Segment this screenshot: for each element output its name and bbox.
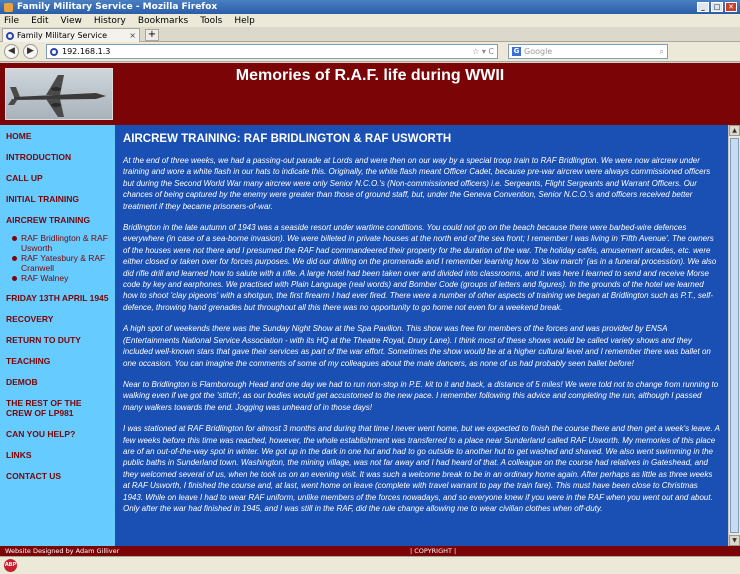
site-favicon-icon [6,32,14,40]
nav-friday-13th-april-1945[interactable]: FRIDAY 13TH APRIL 1945 [6,293,109,303]
nav-return-to-duty[interactable]: RETURN TO DUTY [6,335,81,345]
site-header [0,63,740,119]
minimize-button[interactable]: _ [697,2,709,12]
window-titlebar [0,0,740,14]
nav-aircrew-training[interactable]: AIRCREW TRAINING [6,215,91,225]
bookmark-star-icon[interactable]: ☆ ▾ C [472,47,494,56]
tab-family-military-service[interactable] [2,28,140,42]
paragraph: I was stationed at RAF Bridlington for almost 3 months and during that time I never went home, but we expected to finish the course there and then get a week's leave. A few weeks before this time was reached, however, the whole establishment was transferred to a place near Sunderland called RAF Usworth. My memories of this place are of an out-of-the-way spot in winter. We got up in the dark in one hut and had to go outside to another hut to get washed and shaved. We also went swimming in the public baths in Sunderland town. Washington, the mining village, was not far away and I had heard of that. A colleague on the course had relatives in Gateshead, and they welcomed several of us, when he took us on an evening visit. It was such a welcome break to be in an ordinary home again. After perhaps as little as three weeks at RAF Usworth, I finished the course and, at last, went home on leave (complete with travel warrant to pay the train fare). This must have been close to Christmas 1943. While on leave I had to wear RAF uniform, unlike members of the forces nowadays, and so everyone knew if you were in the RAF when you went out and about. Only after the war had finished in 1945, and I was still in the RAF, did the rule change allowing me to wear civilian clothes when off-duty. [123,424,720,513]
menu-bar [0,14,740,27]
search-box[interactable] [508,44,668,59]
nav-links[interactable]: LINKS [6,450,32,460]
window-title: Family Military Service - Mozilla Firefox [17,2,218,12]
menu-file[interactable]: File [4,15,20,26]
back-button[interactable]: ◀ [4,44,19,59]
firefox-icon [4,3,13,12]
menu-tools[interactable]: Tools [200,15,223,26]
subnav-item[interactable]: RAF Walney [12,273,109,283]
status-bar [0,556,740,574]
web-page [0,63,740,556]
menu-edit[interactable]: Edit [31,15,49,26]
tab-bar [0,27,740,42]
menu-bookmarks[interactable]: Bookmarks [137,15,189,26]
bomber-aircraft-image [5,68,113,120]
nav-contact-us[interactable]: CONTACT US [6,471,62,481]
adblock-icon[interactable]: ABP [4,559,17,572]
nav-teaching[interactable]: TEACHING [6,356,51,366]
nav-home[interactable]: HOME [6,131,32,141]
nav-introduction[interactable]: INTRODUCTION [6,152,72,162]
subnav-item[interactable]: RAF Yatesbury & RAF Cranwell [12,253,109,273]
menu-history[interactable]: History [93,15,126,26]
content-heading: AIRCREW TRAINING: RAF BRIDLINGTON & RAF USWORTH [123,133,452,145]
paragraph: At the end of three weeks, we had a passing-out parade at Lords and were then on our way by a special troop train to RAF Bridlington. We were now aircrew under training and wore a white flash in our hats to indicate this. Originally, the white flash meant Officer Cadet, because pre-war aircrew were always commissioned officers but during the Second World War many aircrew were only Senior N.C.O.'s (Non-commissioned officers) i.e. Sergeants, Flight Sergeants and Warrant Officers. Our chances of being captured by the enemy were greater than those of ground staff, but, under the Geneva Convention, Senior N.C.O.'s and officers received better treatment if they became prisoners-of-war. [123,156,711,211]
forward-button[interactable]: ▶ [23,44,38,59]
footer-credit: Website Designed by Adam Gilliver [5,547,120,555]
search-input[interactable]: Google [524,47,553,56]
site-footer [0,546,740,556]
paragraph: Bridlington in the late autumn of 1943 was a seaside resort under wartime conditions. You could not go on the beach because there were barbed-wire defences everywhere (in case of a sea-borne invasion). We were billeted in private houses at the north end of the sea front; I remember I was living in 'Fifth Avenue'. The owners of the houses were not there and I presumed the RAF had commandeered their property for the duration of the war. The holiday cafés, amusement arcades, etc. were either closed or taken over for forces purposes. We did our drilling on the promenade and I remember learning how to 'slow march' (as in a funeral procession). We also did rifle drill and learned how to salute with a rifle. A large hotel had been taken over and divided into classrooms, and it was here I learned to send and receive Morse code by key and earphones. We practised with Plain Language (real words) and Bomber Code (groups of letters and figures). In the grounds of the hotel we learned how to shoot 'clay pigeons' with a shotgun, the first firearm I had ever fired. There were a number of other aspects of training we began at Bridlington such as P.T., self-defence, throwing hand grenades but throughout all this there was no opportunity to go home not even for a weekend break. [123,223,717,312]
bullet-icon [12,276,17,281]
subnav-item[interactable]: RAF Bridlington & RAF Usworth [12,233,109,253]
search-magnifier-icon[interactable]: ⌕ [659,46,664,56]
nav-can-you-help[interactable]: CAN YOU HELP? [6,429,76,439]
close-window-button[interactable]: ✕ [725,2,737,12]
scroll-thumb[interactable] [730,138,739,533]
scroll-down-icon[interactable]: ▼ [729,535,740,546]
new-tab-button[interactable]: + [145,29,159,41]
aircrew-submenu [12,233,109,283]
google-icon[interactable]: G [513,47,520,55]
nav-rest-of-crew[interactable]: THE REST OF THE CREW OF LP981 [6,398,82,418]
bullet-icon [12,236,17,241]
main-content [115,125,728,546]
scroll-up-icon[interactable]: ▲ [729,125,740,136]
site-identity-icon[interactable] [50,48,58,56]
url-bar[interactable] [46,44,498,59]
nav-call-up[interactable]: CALL UP [6,173,43,183]
tab-close-icon[interactable]: × [129,31,136,40]
url-text[interactable]: 192.168.1.3 [62,47,111,56]
nav-recovery[interactable]: RECOVERY [6,314,54,324]
bullet-icon [12,256,17,261]
menu-view[interactable]: View [60,15,82,26]
tab-label: Family Military Service [17,31,108,40]
paragraph: A high spot of weekends there was the Sunday Night Show at the Spa Pavilion. This show was free for members of the forces and was provided by ENSA (Entertainments National Service Association - with its HQ at the Theatre Royal, Drury Lane). I think most of these shows would be called variety shows and they included well-known stars that gave their services as part of the war effort. Sometimes the show would be at a higher cultural level and I remember there was ballet on one occasion. You can imagine the comments of some of my colleagues about the male dancers, as none of us had probably seen ballet before! [123,324,711,368]
nav-demob[interactable]: DEMOB [6,377,38,387]
paragraph: Near to Bridlington is Flamborough Head and one day we had to run non-stop in P.E. kit to it and back, a distance of 5 miles! We were told not to change from running to walking even if we got the 'stitch', as our bodies would get accustomed to the new pace. I remember following this advice and completing the run, although I passed many walkers towards the end. Jogging was unheard of in those days! [123,379,719,412]
site-navigation [0,125,115,546]
nav-initial-training[interactable]: INITIAL TRAINING [6,194,80,204]
footer-copyright-link[interactable]: | COPYRIGHT | [410,547,457,555]
menu-help[interactable]: Help [234,15,255,26]
maximize-button[interactable]: □ [711,2,723,12]
vertical-scrollbar[interactable] [728,125,740,546]
navigation-bar [0,42,740,62]
page-title: Memories of R.A.F. life during WWII [235,67,505,84]
